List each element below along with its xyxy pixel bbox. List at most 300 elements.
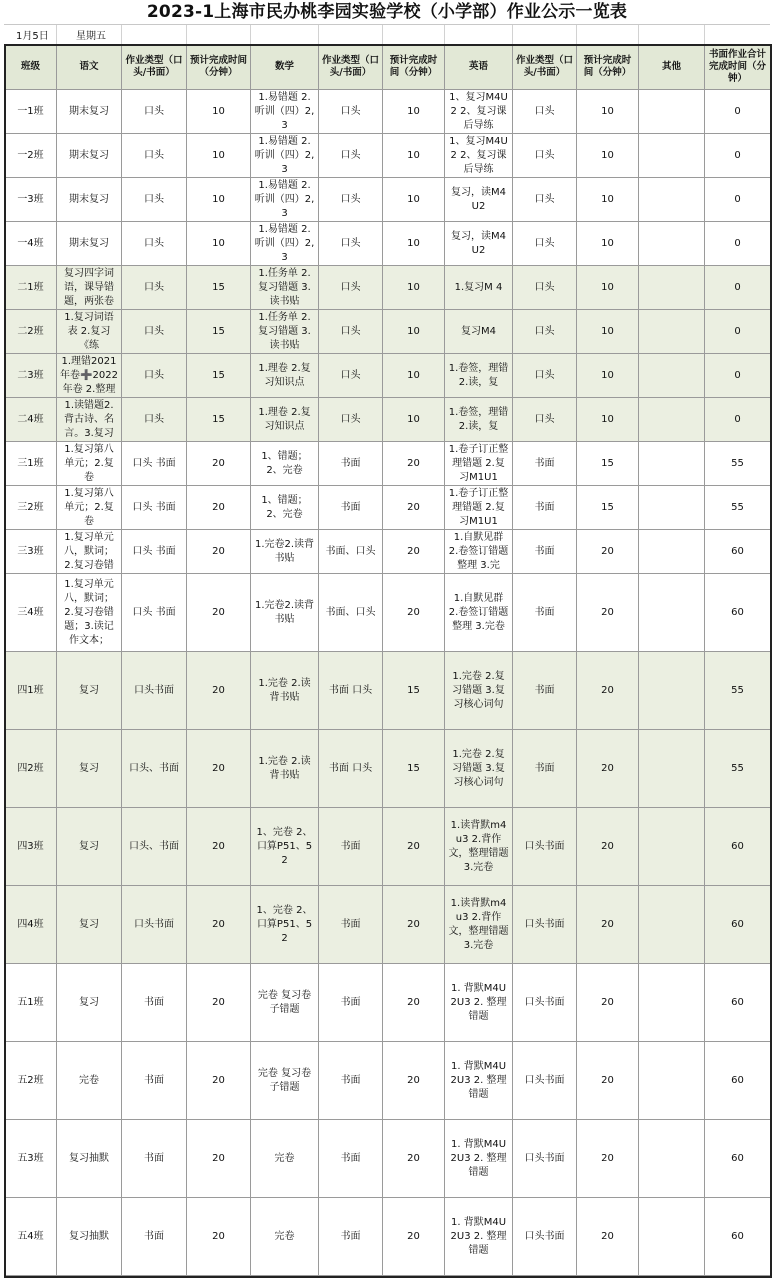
cell-text: 20 [601, 840, 614, 852]
cell-text: 20 [212, 684, 225, 696]
cell-text: 10 [212, 237, 225, 249]
cell-total [705, 90, 771, 134]
cell-other [639, 486, 705, 530]
cell-chinese-type [122, 90, 187, 134]
cell-chinese-type [122, 354, 187, 398]
cell-text: 15 [212, 369, 225, 381]
cell-english [445, 486, 513, 530]
cell-text: 1.卷签，理错 2.读，复 [448, 362, 509, 388]
cell-english-type [513, 442, 577, 486]
cell-text: 1.复习单元八，默词；2.复习卷错 [64, 531, 114, 571]
cell-math [251, 354, 319, 398]
weekday-label: 星期五 [76, 31, 106, 42]
cell-other [639, 886, 705, 964]
cell-english [445, 354, 513, 398]
table-row [5, 90, 771, 134]
cell-math [251, 886, 319, 964]
cell-chinese [57, 310, 122, 354]
page-title: 2023-1上海市民办桃李园实验学校（小学部）作业公示一览表 [146, 2, 628, 22]
cell-english-time [577, 1042, 639, 1120]
cell-english-time [577, 730, 639, 808]
cell-text: 三1班 [17, 457, 44, 469]
cell-chinese [57, 886, 122, 964]
cell-class [5, 808, 57, 886]
cell-chinese [57, 354, 122, 398]
cell-math-time [383, 486, 445, 530]
cell-math-time [383, 310, 445, 354]
cell-text: 口头 [340, 325, 361, 337]
table-row [5, 964, 771, 1042]
cell-chinese-time [187, 178, 251, 222]
cell-english-type [513, 886, 577, 964]
cell-text: 1.复习第八单元；2.复卷 [64, 487, 114, 527]
cell-chinese-type [122, 652, 187, 730]
cell-text: 1. 背默M4U2U3 2. 整理错题 [450, 1216, 507, 1256]
cell-text: 书面 [340, 1230, 361, 1242]
cell-english [445, 222, 513, 266]
cell-text: 书面 [144, 1152, 164, 1164]
cell-text: 1.易错题 2.听训（四）2,3 [254, 223, 315, 263]
cell-english [445, 1198, 513, 1276]
cell-text: 20 [601, 762, 614, 774]
cell-english-type [513, 530, 577, 574]
cell-math-time [383, 266, 445, 310]
cell-class [5, 530, 57, 574]
cell-chinese [57, 1120, 122, 1198]
cell-math-time [383, 1042, 445, 1120]
cell-text: 55 [731, 501, 744, 513]
cell-text: 期末复习 [69, 105, 109, 117]
cell-text: 五4班 [17, 1230, 44, 1242]
cell-text: 60 [731, 996, 744, 1008]
cell-chinese-type [122, 222, 187, 266]
cell-text: 四3班 [17, 840, 44, 852]
cell-text: 口头 [340, 413, 361, 425]
cell-class [5, 886, 57, 964]
cell-text: 书面 口头 [328, 684, 373, 696]
cell-total [705, 442, 771, 486]
cell-math [251, 1120, 319, 1198]
cell-text: 三2班 [17, 501, 44, 513]
cell-text: 口头书面 [134, 918, 174, 930]
cell-text: 0 [734, 413, 741, 425]
cell-class [5, 178, 57, 222]
cell-text: 完卷 [274, 1230, 295, 1242]
cell-math-time [383, 178, 445, 222]
cell-text: 1.自默见群 2.卷签订错题整理 3.完卷 [448, 592, 509, 632]
cell-text: 20 [601, 918, 614, 930]
cell-math-type [319, 1042, 383, 1120]
cell-english-type [513, 1120, 577, 1198]
cell-other [639, 1120, 705, 1198]
cell-text: 20 [601, 996, 614, 1008]
cell-text: 1.完卷 2.复习错题 3.复习核心词句 [452, 670, 505, 710]
cell-text: 20 [407, 1074, 420, 1086]
cell-text: 书面、口头 [325, 545, 376, 557]
cell-math [251, 398, 319, 442]
cell-chinese-type [122, 1120, 187, 1198]
cell-chinese-type [122, 486, 187, 530]
table-row [5, 266, 771, 310]
cell-text: 10 [601, 281, 614, 293]
cell-chinese [57, 266, 122, 310]
table-row [5, 398, 771, 442]
cell-text: 1.自默见群 2.卷签订错题整理 3.完 [448, 531, 509, 571]
cell-text: 口头 书面 [132, 545, 176, 557]
cell-text: 一2班 [17, 149, 44, 161]
cell-total [705, 808, 771, 886]
cell-text: 10 [407, 105, 420, 117]
cell-text: 60 [731, 606, 744, 618]
cell-english [445, 886, 513, 964]
cell-class [5, 354, 57, 398]
cell-text: 20 [212, 1230, 225, 1242]
cell-text: 口头、书面 [129, 840, 179, 852]
cell-text: 三4班 [17, 606, 44, 618]
cell-text: 1. 背默M4U2U3 2. 整理错题 [450, 1138, 507, 1178]
cell-other [639, 530, 705, 574]
cell-math [251, 808, 319, 886]
cell-text: 1.读背默m4u3 2.背作文，整理错题 3.完卷 [448, 897, 509, 951]
cell-chinese-time [187, 1198, 251, 1276]
cell-english-type [513, 808, 577, 886]
cell-text: 20 [407, 1152, 420, 1164]
cell-total [705, 730, 771, 808]
header-english-type: 作业类型（口头/书面） [513, 45, 577, 90]
cell-other [639, 90, 705, 134]
cell-math-type [319, 964, 383, 1042]
cell-chinese-type [122, 574, 187, 652]
cell-math [251, 530, 319, 574]
cell-text: 复习，读M4U2 [451, 186, 506, 212]
cell-math [251, 222, 319, 266]
table-row [5, 486, 771, 530]
header-math-time: 预计完成时间（分钟） [383, 45, 445, 90]
cell-chinese-time [187, 398, 251, 442]
cell-math-type [319, 442, 383, 486]
cell-total [705, 574, 771, 652]
cell-chinese [57, 652, 122, 730]
cell-text: 口头 [144, 149, 164, 161]
cell-chinese [57, 1042, 122, 1120]
cell-chinese-time [187, 530, 251, 574]
header-class: 班级 [5, 45, 57, 90]
cell-english-type [513, 134, 577, 178]
cell-text: 书面 [340, 1074, 361, 1086]
cell-other [639, 652, 705, 730]
cell-chinese-time [187, 486, 251, 530]
cell-chinese-time [187, 310, 251, 354]
cell-math-time [383, 398, 445, 442]
cell-text: 1、完卷 2、口算P51、52 [256, 826, 313, 866]
cell-other [639, 178, 705, 222]
cell-text: 书面 [534, 501, 555, 513]
cell-text: 15 [407, 684, 420, 696]
cell-text: 四2班 [17, 762, 44, 774]
cell-text: 20 [212, 501, 225, 513]
cell-text: 1.复习第八单元；2.复卷 [64, 443, 114, 483]
cell-english-type [513, 90, 577, 134]
cell-text: 60 [731, 1152, 744, 1164]
cell-math-type [319, 530, 383, 574]
cell-text: 20 [212, 1152, 225, 1164]
cell-total [705, 486, 771, 530]
cell-text: 口头 [534, 105, 555, 117]
cell-total [705, 1120, 771, 1198]
cell-english [445, 530, 513, 574]
cell-text: 20 [212, 840, 225, 852]
cell-text: 复习 [79, 684, 99, 696]
cell-chinese-type [122, 964, 187, 1042]
cell-class [5, 730, 57, 808]
cell-text: 1、错题；2、完卷 [261, 494, 308, 520]
cell-chinese [57, 730, 122, 808]
cell-text: 10 [407, 281, 420, 293]
cell-text: 书面 [340, 1152, 361, 1164]
cell-text: 20 [212, 545, 225, 557]
cell-math-time [383, 222, 445, 266]
cell-text: 书面 [534, 684, 555, 696]
header-english: 英语 [445, 45, 513, 90]
cell-text: 1.复习单元八，默词；2.复习卷错题；3.读记作文本； [64, 578, 114, 646]
cell-text: 1.易错题 2.听训（四）2,3 [254, 91, 315, 131]
cell-text: 二3班 [17, 369, 44, 381]
cell-text: 书面 [534, 457, 555, 469]
cell-text: 口头 [534, 369, 555, 381]
cell-math-time [383, 1120, 445, 1198]
cell-text: 1.理卷 2.复习知识点 [258, 362, 311, 388]
cell-chinese [57, 1198, 122, 1276]
cell-total [705, 222, 771, 266]
cell-math-type [319, 730, 383, 808]
cell-english [445, 652, 513, 730]
cell-text: 口头书面 [524, 1152, 565, 1164]
cell-chinese [57, 964, 122, 1042]
cell-english-time [577, 178, 639, 222]
cell-chinese [57, 398, 122, 442]
table-row [5, 222, 771, 266]
cell-text: 书面 [340, 501, 361, 513]
cell-math [251, 134, 319, 178]
cell-text: 20 [212, 918, 225, 930]
cell-english-time [577, 310, 639, 354]
cell-english-time [577, 808, 639, 886]
cell-text: 书面 [340, 457, 361, 469]
cell-chinese [57, 90, 122, 134]
cell-math [251, 652, 319, 730]
header-chinese: 语文 [57, 45, 122, 90]
cell-english-type [513, 398, 577, 442]
cell-english-time [577, 652, 639, 730]
cell-english [445, 310, 513, 354]
table-row [5, 652, 771, 730]
cell-text: 口头 [340, 237, 361, 249]
cell-text: 10 [212, 193, 225, 205]
header-english-time: 预计完成时间（分钟） [577, 45, 639, 90]
cell-text: 1.完卷2.读背书贴 [254, 599, 315, 625]
cell-math-time [383, 530, 445, 574]
cell-text: 1. 背默M4U2U3 2. 整理错题 [450, 1060, 507, 1100]
cell-text: 20 [212, 996, 225, 1008]
cell-text: 1.完卷 2.读背书贴 [258, 677, 311, 703]
cell-english [445, 964, 513, 1042]
cell-text: 四1班 [17, 684, 44, 696]
table-row [5, 808, 771, 886]
cell-math-time [383, 652, 445, 730]
table-row [5, 1042, 771, 1120]
cell-text: 口头 书面 [132, 606, 176, 618]
cell-text: 口头 [340, 281, 361, 293]
cell-text: 口头 [144, 237, 164, 249]
cell-text: 书面 口头 [328, 762, 373, 774]
cell-math-time [383, 808, 445, 886]
cell-text: 书面 [340, 840, 361, 852]
cell-math-type [319, 486, 383, 530]
table-row [5, 134, 771, 178]
homework-table [4, 44, 771, 1276]
cell-text: 口头 [534, 237, 555, 249]
cell-other [639, 266, 705, 310]
cell-text: 20 [601, 1074, 614, 1086]
cell-text: 口头 [340, 193, 361, 205]
cell-chinese-time [187, 354, 251, 398]
cell-math [251, 574, 319, 652]
cell-text: 1、错题；2、完卷 [261, 450, 308, 476]
cell-math [251, 90, 319, 134]
header-row [5, 45, 771, 90]
cell-math [251, 964, 319, 1042]
cell-text: 完卷 [274, 1152, 295, 1164]
cell-text: 期末复习 [69, 193, 109, 205]
cell-text: 1.复习M 4 [454, 281, 503, 293]
cell-class [5, 442, 57, 486]
cell-english-time [577, 266, 639, 310]
cell-other [639, 964, 705, 1042]
cell-text: 10 [601, 369, 614, 381]
cell-text: 口头 [340, 369, 361, 381]
cell-class [5, 310, 57, 354]
cell-text: 15 [601, 501, 614, 513]
cell-english [445, 442, 513, 486]
cell-math [251, 178, 319, 222]
cell-text: 20 [212, 1074, 225, 1086]
header-other: 其他 [639, 45, 705, 90]
cell-chinese-type [122, 530, 187, 574]
cell-english-time [577, 1198, 639, 1276]
cell-math-type [319, 222, 383, 266]
cell-text: 书面 [144, 1230, 164, 1242]
cell-chinese-time [187, 964, 251, 1042]
cell-text: 10 [407, 369, 420, 381]
table-row [5, 178, 771, 222]
cell-english-time [577, 134, 639, 178]
table-row [5, 442, 771, 486]
cell-text: 0 [734, 193, 741, 205]
cell-total [705, 310, 771, 354]
table-row [5, 730, 771, 808]
cell-text: 复习 [79, 918, 99, 930]
cell-text: 0 [734, 281, 741, 293]
date-label: 1月5日 [16, 31, 49, 42]
cell-english-time [577, 90, 639, 134]
cell-chinese-time [187, 222, 251, 266]
cell-text: 口头 [144, 325, 164, 337]
table-row [5, 354, 771, 398]
cell-chinese [57, 574, 122, 652]
cell-chinese-time [187, 574, 251, 652]
cell-chinese-type [122, 310, 187, 354]
cell-text: 60 [731, 1230, 744, 1242]
cell-text: 10 [212, 105, 225, 117]
cell-class [5, 1042, 57, 1120]
cell-english [445, 398, 513, 442]
header-total: 书面作业合计完成时间（分钟） [705, 45, 771, 90]
cell-chinese-time [187, 90, 251, 134]
cell-math [251, 730, 319, 808]
cell-text: 口头 [534, 281, 555, 293]
cell-math-type [319, 808, 383, 886]
cell-class [5, 398, 57, 442]
cell-text: 口头 [534, 149, 555, 161]
cell-other [639, 730, 705, 808]
cell-text: 0 [734, 237, 741, 249]
cell-text: 二1班 [17, 281, 44, 293]
cell-chinese-time [187, 808, 251, 886]
cell-chinese-time [187, 730, 251, 808]
cell-text: 复习 [79, 762, 99, 774]
cell-text: 20 [407, 457, 420, 469]
cell-chinese [57, 530, 122, 574]
cell-class [5, 486, 57, 530]
cell-class [5, 574, 57, 652]
cell-text: 60 [731, 1074, 744, 1086]
cell-english-time [577, 574, 639, 652]
cell-class [5, 1120, 57, 1198]
cell-text: 口头、书面 [129, 762, 179, 774]
cell-english-type [513, 222, 577, 266]
header-math: 数学 [251, 45, 319, 90]
cell-other [639, 134, 705, 178]
cell-text: 20 [407, 840, 420, 852]
cell-text: 20 [407, 1230, 420, 1242]
cell-english [445, 1120, 513, 1198]
cell-math-type [319, 354, 383, 398]
cell-text: 五2班 [17, 1074, 44, 1086]
header-chinese-time: 预计完成时间（分钟） [187, 45, 251, 90]
cell-text: 口头书面 [524, 1074, 565, 1086]
cell-math-type [319, 90, 383, 134]
cell-text: 1.读背默m4u3 2.背作文，整理错题 3.完卷 [448, 819, 509, 873]
cell-class [5, 652, 57, 730]
cell-text: 三3班 [17, 545, 44, 557]
cell-text: 1.完卷 2.读背书贴 [258, 755, 311, 781]
cell-other [639, 1198, 705, 1276]
cell-text: 20 [407, 501, 420, 513]
cell-english-time [577, 354, 639, 398]
cell-math-type [319, 134, 383, 178]
table-row [5, 1120, 771, 1198]
cell-text: 1.卷子订正整理错题 2.复习M1U1 [448, 443, 509, 483]
cell-text: 20 [407, 918, 420, 930]
cell-english [445, 134, 513, 178]
cell-math-time [383, 730, 445, 808]
cell-text: 1.读错题2.背古诗、名言。3.复习 [64, 399, 114, 439]
cell-text: 二4班 [17, 413, 44, 425]
cell-english-type [513, 574, 577, 652]
cell-math-time [383, 134, 445, 178]
cell-english-type [513, 1198, 577, 1276]
cell-math-type [319, 1120, 383, 1198]
